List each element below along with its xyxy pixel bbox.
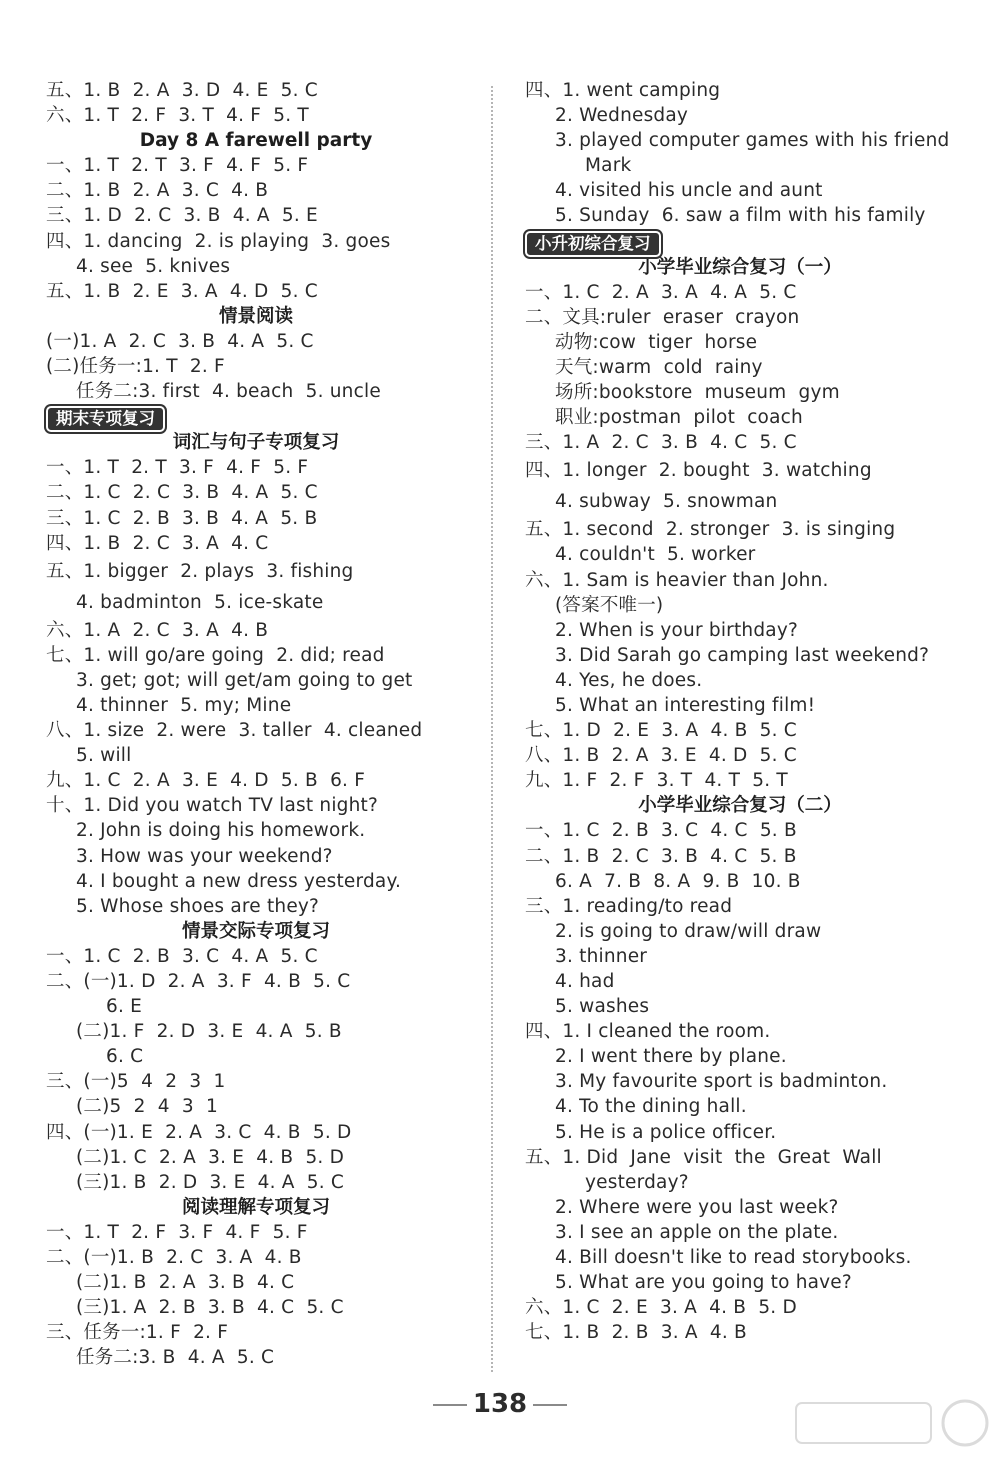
- section-badge: 小升初综合复习: [525, 231, 661, 257]
- watermark-logo: [790, 1395, 1000, 1471]
- answer-line: 6. C: [106, 1046, 144, 1068]
- answer-line: 三、1. C 2. B 3. B 4. A 5. B: [46, 507, 318, 529]
- section-heading: 情景阅读: [218, 305, 293, 327]
- answer-line: 二、(一)1. B 2. C 3. A 4. B: [46, 1247, 302, 1269]
- section-heading: 词汇与句子专项复习: [172, 432, 340, 454]
- column-divider: [491, 86, 493, 1372]
- answer-line: (答案不唯一): [555, 594, 664, 616]
- page-number-text: 138: [472, 1389, 528, 1419]
- answer-line: 六、1. T 2. F 3. T 4. F 5. T: [46, 105, 309, 127]
- answer-line: (二)任务一:1. T 2. F: [46, 356, 225, 378]
- answer-line: 2. When is your birthday?: [555, 619, 798, 641]
- answer-line: 4. badminton 5. ice-skate: [76, 591, 324, 613]
- answer-line: Mark: [585, 155, 632, 177]
- answer-line: 4. subway 5. snowman: [555, 491, 778, 513]
- answer-line: 二、文具:ruler eraser crayon: [525, 306, 800, 328]
- answer-line: 3. thinner: [555, 945, 648, 967]
- answer-line: 3. played computer games with his friend: [555, 130, 950, 152]
- answer-line: 二、(一)1. D 2. A 3. F 4. B 5. C: [46, 971, 351, 992]
- section-heading: Day 8 A farewell party: [139, 130, 373, 152]
- answer-line: 八、1. B 2. A 3. E 4. D 5. C: [525, 745, 797, 767]
- answer-line: 2. Wednesday: [555, 105, 689, 127]
- answer-line: 6. E: [106, 996, 143, 1018]
- answer-line: 5. He is a police officer.: [555, 1121, 777, 1143]
- answer-line: (二)1. F 2. D 3. E 4. A 5. B: [76, 1021, 342, 1043]
- answer-line: 3. My favourite sport is badminton.: [555, 1071, 888, 1093]
- answer-line: 2. is going to draw/will draw: [555, 920, 822, 942]
- section-badge-row: [46, 404, 466, 430]
- answer-line: 4. I bought a new dress yesterday.: [76, 870, 402, 892]
- answer-line: 四、1. dancing 2. is playing 3. goes: [46, 230, 391, 252]
- answer-line: 任务二:3. first 4. beach 5. uncle: [76, 381, 381, 403]
- answer-line: 四、1. longer 2. bought 3. watching: [525, 460, 872, 482]
- answer-line: 4. Bill doesn't like to read storybooks.: [555, 1247, 912, 1269]
- answer-line: 4. had: [555, 971, 615, 992]
- answer-line: 三、任务一:1. F 2. F: [46, 1322, 229, 1344]
- answer-line: 动物:cow tiger horse: [555, 331, 758, 353]
- answer-line: 三、(一)5 4 2 3 1: [46, 1071, 226, 1093]
- section-heading: 情景交际专项复习: [181, 920, 330, 942]
- section-badge-row: [525, 229, 955, 255]
- section-heading: 小学毕业综合复习（二）: [638, 795, 842, 817]
- answer-line: 5. Sunday 6. saw a film with his family: [555, 205, 926, 227]
- answer-line: 4. couldn't 5. worker: [555, 544, 756, 566]
- answer-line: 一、1. C 2. B 3. C 4. C 5. B: [525, 820, 797, 842]
- answer-line: (三)1. A 2. B 3. B 4. C 5. C: [76, 1297, 344, 1319]
- answer-line: 三、1. A 2. C 3. B 4. C 5. C: [525, 432, 797, 454]
- answer-line: 4. see 5. knives: [76, 255, 231, 277]
- answer-line: 三、1. D 2. C 3. B 4. A 5. E: [46, 205, 318, 227]
- answer-line: 四、(一)1. E 2. A 3. C 4. B 5. D: [46, 1121, 352, 1143]
- left-answer-column: [46, 78, 466, 1371]
- page-number-dash-right: [533, 1404, 567, 1406]
- answer-line: 四、1. B 2. C 3. A 4. C: [46, 532, 269, 554]
- answer-line: 职业:postman pilot coach: [555, 407, 803, 429]
- answer-line: 二、1. B 2. C 3. B 4. C 5. B: [525, 845, 797, 867]
- answer-line: 一、1. T 2. F 3. F 4. F 5. F: [46, 1221, 308, 1243]
- answer-line: 4. Yes, he does.: [555, 669, 703, 691]
- section-heading: 阅读理解专项复习: [181, 1196, 330, 1218]
- answer-line: 3. get; got; will get/am going to get: [76, 669, 413, 691]
- answer-line: 七、1. B 2. B 3. A 4. B: [525, 1322, 747, 1344]
- answer-line: (二)5 2 4 3 1: [76, 1096, 219, 1118]
- answer-line: 5. will: [76, 745, 132, 767]
- answer-line: 四、1. went camping: [525, 80, 721, 101]
- answer-line: 5. Whose shoes are they?: [76, 895, 320, 917]
- section-heading: 小学毕业综合复习（一）: [638, 256, 842, 278]
- answer-line: (一)1. A 2. C 3. B 4. A 5. C: [46, 330, 314, 352]
- answer-line: 一、1. C 2. A 3. A 4. A 5. C: [525, 281, 797, 303]
- answer-line: 五、1. second 2. stronger 3. is singing: [525, 519, 896, 541]
- answer-line: 2. John is doing his homework.: [76, 820, 366, 842]
- answer-line: 2. Where were you last week?: [555, 1196, 839, 1218]
- answer-line: (二)1. B 2. A 3. B 4. C: [76, 1272, 295, 1294]
- answer-line: 九、1. C 2. A 3. E 4. D 5. B 6. F: [46, 770, 366, 792]
- answer-line: 九、1. F 2. F 3. T 4. T 5. T: [525, 770, 788, 792]
- answer-line: 3. Did Sarah go camping last weekend?: [555, 644, 930, 666]
- answer-line: 2. I went there by plane.: [555, 1046, 787, 1068]
- watermark-frame: [796, 1403, 931, 1443]
- answer-line: 五、1. bigger 2. plays 3. fishing: [46, 560, 354, 582]
- answer-line: 6. A 7. B 8. A 9. B 10. B: [555, 870, 801, 892]
- answer-line: 3. How was your weekend?: [76, 845, 333, 867]
- answer-line: (三)1. B 2. D 3. E 4. A 5. C: [76, 1171, 345, 1193]
- answer-line: 4. To the dining hall.: [555, 1096, 747, 1118]
- answer-line: 5. What are you going to have?: [555, 1272, 852, 1294]
- answer-line: 十、1. Did you watch TV last night?: [46, 795, 379, 817]
- watermark-circle-icon: [943, 1401, 987, 1445]
- answer-line: 六、1. C 2. E 3. A 4. B 5. D: [525, 1297, 797, 1319]
- answer-line: (二)1. C 2. A 3. E 4. B 5. D: [76, 1146, 345, 1168]
- answer-line: 二、1. C 2. C 3. B 4. A 5. C: [46, 482, 318, 504]
- answer-line: 4. visited his uncle and aunt: [555, 180, 823, 202]
- answer-line: 场所:bookstore museum gym: [555, 382, 840, 404]
- answer-line: 六、1. Sam is heavier than John.: [525, 569, 829, 591]
- page-number-dash-left: [433, 1404, 467, 1406]
- answer-line: 5. washes: [555, 996, 650, 1018]
- answer-line: 八、1. size 2. were 3. taller 4. cleaned: [46, 720, 423, 742]
- answer-line: 一、1. T 2. T 3. F 4. F 5. F: [46, 457, 309, 479]
- answer-line: 五、1. B 2. A 3. D 4. E 5. C: [46, 80, 318, 101]
- answer-line: 4. thinner 5. my; Mine: [76, 694, 292, 716]
- answer-line: 六、1. A 2. C 3. A 4. B: [46, 619, 269, 641]
- answer-line: yesterday?: [585, 1171, 689, 1193]
- answer-line: 天气:warm cold rainy: [555, 356, 763, 378]
- answer-line: 任务二:3. B 4. A 5. C: [76, 1347, 275, 1369]
- answer-line: 四、1. I cleaned the room.: [525, 1021, 771, 1043]
- right-answer-column: [525, 78, 955, 1345]
- section-badge: 期末专项复习: [46, 406, 165, 432]
- answer-line: 七、1. will go/are going 2. did; read: [46, 644, 385, 666]
- answer-line: 5. What an interesting film!: [555, 694, 816, 716]
- answer-line: 3. I see an apple on the plate.: [555, 1221, 839, 1243]
- answer-line: 七、1. D 2. E 3. A 4. B 5. C: [525, 720, 797, 742]
- answer-line: 二、1. B 2. A 3. C 4. B: [46, 180, 269, 202]
- answer-line: 一、1. T 2. T 3. F 4. F 5. F: [46, 155, 309, 177]
- answer-line: 五、1. B 2. E 3. A 4. D 5. C: [46, 280, 318, 302]
- answer-line: 五、1. Did Jane visit the Great Wall: [525, 1146, 882, 1168]
- answer-line: 三、1. reading/to read: [525, 895, 733, 917]
- answer-line: 一、1. C 2. B 3. C 4. A 5. C: [46, 945, 318, 967]
